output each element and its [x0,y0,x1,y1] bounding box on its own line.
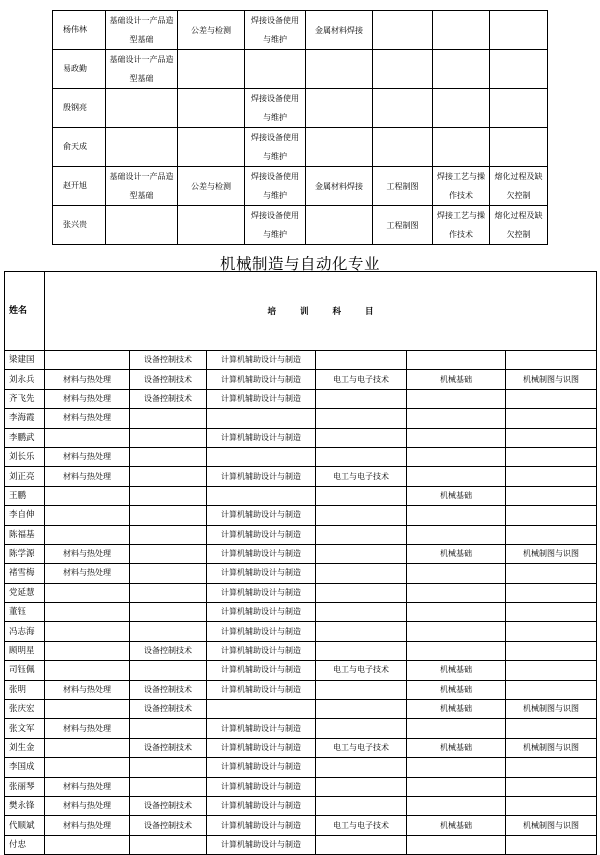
course-cell: 机械基础 [407,680,506,699]
course-cell: 设备控制技术 [130,700,207,719]
section-title: 机械制造与自动化专业 [219,255,380,273]
course-cell [45,661,130,680]
course-cell [45,738,130,757]
course-cell [45,700,130,719]
course-cell: 设备控制技术 [130,680,207,699]
table-row [5,796,597,815]
course-cell [506,661,597,680]
table-row [5,389,597,408]
course-cell: 材料与热处理 [45,447,130,466]
course-cell: 计算机辅助设计与制造 [207,777,316,796]
course-cell [373,128,433,167]
course-cell [207,700,316,719]
course-cell [506,467,597,486]
course-label: 焊接设备使用与维护 [251,16,299,44]
table-row [5,447,597,466]
trainee-name: 殷钢亮 [53,89,106,128]
course-cell [506,409,597,428]
table-row [5,603,597,622]
course-cell: 材料与热处理 [45,544,130,563]
course-cell [130,447,207,466]
course-cell: 计算机辅助设计与制造 [207,351,316,370]
course-cell [490,50,548,89]
trainee-name: 褚雪梅 [5,564,45,583]
course-cell [130,758,207,777]
course-cell [506,603,597,622]
course-cell: 材料与热处理 [45,467,130,486]
course-cell [407,583,506,602]
course-cell [106,11,178,50]
course-cell [506,486,597,505]
mechanical-training-table [4,271,597,855]
course-cell [506,622,597,641]
table-row [5,641,597,660]
table-row [5,700,597,719]
course-label: 金属材料焊接 [315,181,363,191]
course-cell: 机械基础 [407,486,506,505]
course-cell: 电工与电子技术 [316,816,407,835]
course-cell: 材料与热处理 [45,409,130,428]
course-cell [506,389,597,408]
course-cell: 机械基础 [407,661,506,680]
trainee-name: 李国成 [5,758,45,777]
course-cell: 计算机辅助设计与制造 [207,467,316,486]
course-cell [316,389,407,408]
course-label: 公差与检测 [191,25,231,35]
course-cell [407,835,506,854]
trainee-name: 党延慧 [5,583,45,602]
course-cell [45,525,130,544]
course-cell [130,544,207,563]
table-row [5,719,597,738]
course-cell: 计算机辅助设计与制造 [207,389,316,408]
course-cell [316,603,407,622]
course-cell: 设备控制技术 [130,351,207,370]
table-row [5,583,597,602]
course-cell [316,777,407,796]
course-cell [506,758,597,777]
course-cell: 机械基础 [407,370,506,389]
trainee-name: 冯志海 [5,622,45,641]
table-row [53,50,548,89]
course-cell [433,50,490,89]
course-label: 工程制图 [386,220,419,230]
course-cell [130,719,207,738]
course-cell [490,128,548,167]
course-cell [130,428,207,447]
course-cell: 机械基础 [407,816,506,835]
course-cell [316,486,407,505]
course-cell [506,680,597,699]
course-cell: 设备控制技术 [130,389,207,408]
table-row [5,351,597,370]
course-cell: 计算机辅助设计与制造 [207,661,316,680]
subject-header-char: 目 [365,306,374,317]
trainee-name: 代顺斌 [5,816,45,835]
course-cell [433,206,490,245]
course-cell [316,700,407,719]
course-cell: 计算机辅助设计与制造 [207,525,316,544]
course-cell [316,564,407,583]
table-row [53,206,548,245]
subject-header-char: 训 [299,306,309,317]
course-cell [407,719,506,738]
course-cell [130,564,207,583]
course-cell [207,409,316,428]
course-cell [130,409,207,428]
course-cell [245,50,306,89]
course-cell [407,758,506,777]
course-cell [316,428,407,447]
trainee-name: 杨伟林 [53,11,106,50]
course-cell: 计算机辅助设计与制造 [207,564,316,583]
course-cell: 设备控制技术 [130,738,207,757]
course-cell [130,661,207,680]
course-cell [407,506,506,525]
course-cell: 计算机辅助设计与制造 [207,622,316,641]
course-cell: 材料与热处理 [45,680,130,699]
course-cell [130,835,207,854]
course-cell [490,206,548,245]
course-cell: 计算机辅助设计与制造 [207,370,316,389]
course-cell [178,206,245,245]
trainee-name: 张丽琴 [5,777,45,796]
course-cell [316,583,407,602]
table-row [5,738,597,757]
course-cell [106,50,178,89]
table-row [5,544,597,563]
table-row [5,467,597,486]
course-label: 基础设计一产品造型基础 [109,16,174,44]
table-row [53,11,548,50]
course-label: 熔化过程及缺欠控制 [494,211,543,239]
course-cell [407,641,506,660]
table-row [5,816,597,835]
course-cell [245,89,306,128]
course-cell [306,128,373,167]
course-cell [433,128,490,167]
trainee-name: 易政勤 [53,50,106,89]
course-cell: 计算机辅助设计与制造 [207,641,316,660]
subject-column-header [45,272,597,351]
course-cell [506,719,597,738]
header-row [5,272,597,351]
course-cell [506,428,597,447]
course-cell: 机械基础 [407,544,506,563]
course-cell [506,447,597,466]
course-cell: 机械制图与识图 [506,544,597,563]
course-cell [506,777,597,796]
trainee-name: 梁建国 [5,351,45,370]
course-cell [245,128,306,167]
course-cell [407,564,506,583]
course-cell [407,603,506,622]
course-cell [373,11,433,50]
course-cell: 计算机辅助设计与制造 [207,835,316,854]
course-cell: 材料与热处理 [45,389,130,408]
trainee-name: 赵开旭 [53,167,106,206]
trainee-name: 齐飞先 [5,389,45,408]
trainee-name: 张庆宏 [5,700,45,719]
course-cell [130,506,207,525]
trainee-name: 李海霞 [5,409,45,428]
course-label: 基础设计一产品造型基础 [109,55,174,83]
table-row [5,370,597,389]
course-cell: 电工与电子技术 [316,738,407,757]
course-cell [316,719,407,738]
course-label: 公差与检测 [191,181,231,191]
subject-header-char: 科 [332,306,342,317]
course-label: 焊接设备使用与维护 [251,172,299,200]
course-cell [506,796,597,815]
trainee-name: 刘生金 [5,738,45,757]
course-cell [407,428,506,447]
course-cell [45,351,130,370]
course-cell [45,835,130,854]
trainee-name: 樊永锋 [5,796,45,815]
name-column-header: 姓名 [5,272,45,351]
course-label: 基础设计一产品造型基础 [109,172,174,200]
table-row [5,622,597,641]
course-cell [490,167,548,206]
course-cell: 设备控制技术 [130,641,207,660]
course-label: 焊接工艺与操作技术 [437,211,485,239]
course-label: 焊接设备使用与维护 [251,133,299,161]
subject-header-char: 培 [267,306,276,317]
trainee-name: 刘长乐 [5,447,45,466]
course-cell: 计算机辅助设计与制造 [207,583,316,602]
course-cell: 材料与热处理 [45,816,130,835]
course-cell [316,758,407,777]
course-cell [207,486,316,505]
trainee-name: 李自伸 [5,506,45,525]
course-cell [506,835,597,854]
course-cell [407,351,506,370]
table-row [5,661,597,680]
course-cell [316,835,407,854]
course-cell: 计算机辅助设计与制造 [207,680,316,699]
trainee-name: 张明 [5,680,45,699]
table-row [53,128,548,167]
trainee-name: 王鹏 [5,486,45,505]
course-cell [407,796,506,815]
course-cell [506,564,597,583]
course-cell [316,680,407,699]
course-cell [306,167,373,206]
course-cell [407,467,506,486]
course-cell [45,486,130,505]
course-cell [407,447,506,466]
course-cell [106,167,178,206]
table-row [5,777,597,796]
course-cell [433,89,490,128]
course-cell [130,603,207,622]
course-cell [316,544,407,563]
course-cell: 计算机辅助设计与制造 [207,544,316,563]
trainee-name: 刘永兵 [5,370,45,389]
course-cell: 计算机辅助设计与制造 [207,758,316,777]
course-cell: 材料与热处理 [45,719,130,738]
course-cell [45,758,130,777]
course-cell [506,525,597,544]
course-cell: 计算机辅助设计与制造 [207,603,316,622]
course-cell: 电工与电子技术 [316,467,407,486]
course-cell [316,641,407,660]
course-cell [106,128,178,167]
course-cell [506,506,597,525]
course-cell [407,777,506,796]
course-cell [130,486,207,505]
trainee-name: 刘正亮 [5,467,45,486]
table-row [53,89,548,128]
trainee-name: 司钰佩 [5,661,45,680]
course-cell: 计算机辅助设计与制造 [207,428,316,447]
course-cell [306,89,373,128]
course-cell [306,50,373,89]
course-cell [433,167,490,206]
course-cell [373,206,433,245]
course-cell [245,167,306,206]
course-cell [407,389,506,408]
course-cell [316,796,407,815]
course-cell [178,89,245,128]
course-cell [407,622,506,641]
course-cell [506,351,597,370]
course-cell [433,11,490,50]
course-cell [130,622,207,641]
course-cell [178,128,245,167]
course-cell [130,467,207,486]
table-row [5,758,597,777]
course-cell [373,50,433,89]
trainee-name: 俞天成 [53,128,106,167]
course-cell [316,409,407,428]
course-cell: 电工与电子技术 [316,661,407,680]
course-cell [45,641,130,660]
course-cell: 材料与热处理 [45,796,130,815]
course-cell [316,525,407,544]
course-cell: 机械制图与识图 [506,700,597,719]
trainee-name: 陈学源 [5,544,45,563]
course-cell: 计算机辅助设计与制造 [207,816,316,835]
course-cell [373,89,433,128]
course-cell [407,409,506,428]
course-cell [130,777,207,796]
table-row [5,409,597,428]
trainee-name: 董钰 [5,603,45,622]
course-cell [178,11,245,50]
course-cell: 计算机辅助设计与制造 [207,796,316,815]
course-label: 熔化过程及缺欠控制 [494,172,543,200]
trainee-name: 张兴贵 [53,206,106,245]
course-cell [316,447,407,466]
course-cell [45,506,130,525]
course-cell [45,622,130,641]
trainee-name: 陈福基 [5,525,45,544]
course-cell [316,622,407,641]
course-cell: 设备控制技术 [130,370,207,389]
course-cell: 设备控制技术 [130,816,207,835]
course-cell: 电工与电子技术 [316,370,407,389]
course-label: 焊接设备使用与维护 [251,211,299,239]
course-cell [106,89,178,128]
table-row [53,167,548,206]
course-cell [207,447,316,466]
table-row [5,564,597,583]
table-row [5,486,597,505]
course-label: 焊接工艺与操作技术 [437,172,485,200]
course-cell: 材料与热处理 [45,777,130,796]
course-cell [306,206,373,245]
course-label: 焊接设备使用与维护 [251,94,299,122]
course-cell: 材料与热处理 [45,564,130,583]
course-cell: 机械基础 [407,700,506,719]
course-cell [178,50,245,89]
course-cell [45,583,130,602]
trainee-name: 顾明星 [5,641,45,660]
course-label: 工程制图 [386,181,419,191]
course-cell [316,351,407,370]
course-cell [373,167,433,206]
table-row [5,680,597,699]
course-cell: 计算机辅助设计与制造 [207,506,316,525]
course-cell: 设备控制技术 [130,796,207,815]
course-cell [178,167,245,206]
course-cell [245,206,306,245]
course-cell: 材料与热处理 [45,370,130,389]
course-cell: 机械制图与识图 [506,816,597,835]
course-cell [106,206,178,245]
course-cell: 机械制图与识图 [506,370,597,389]
course-cell [130,583,207,602]
table-row [5,506,597,525]
course-cell [407,525,506,544]
course-cell [506,583,597,602]
course-cell [45,603,130,622]
course-cell: 机械制图与识图 [506,738,597,757]
course-cell [506,641,597,660]
course-cell [245,11,306,50]
course-cell: 机械基础 [407,738,506,757]
table-row [5,525,597,544]
course-cell [490,89,548,128]
course-cell [45,428,130,447]
trainee-name: 付忠 [5,835,45,854]
table-row [5,835,597,854]
course-cell [490,11,548,50]
course-cell: 计算机辅助设计与制造 [207,719,316,738]
course-cell [306,11,373,50]
welding-training-table [52,10,548,245]
table-row [5,428,597,447]
course-cell: 计算机辅助设计与制造 [207,738,316,757]
course-cell [316,506,407,525]
trainee-name: 李鹏武 [5,428,45,447]
trainee-name: 张文军 [5,719,45,738]
course-label: 金属材料焊接 [315,25,363,35]
course-cell [130,525,207,544]
